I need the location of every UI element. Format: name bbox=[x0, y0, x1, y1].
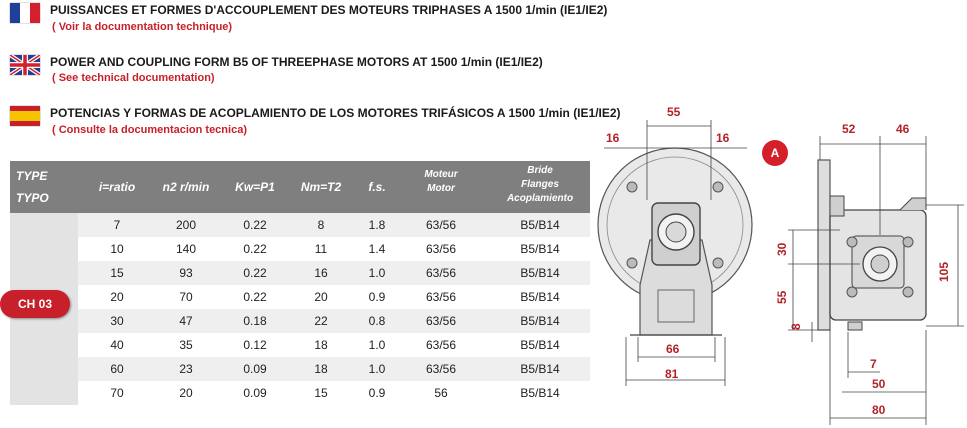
dim-side-top-right: 46 bbox=[896, 122, 910, 136]
cell-kw: 0.09 bbox=[243, 386, 267, 400]
cell-kw: 0.22 bbox=[243, 242, 267, 256]
cell-n2: 35 bbox=[179, 338, 193, 352]
dim-front-left: 16 bbox=[606, 131, 620, 145]
cell-motor: 63/56 bbox=[425, 362, 457, 376]
title-fr: PUISSANCES ET FORMES D'ACCOUPLEMENT DES MOTEURS TRIPHASES A 1500 1/min (IE1/IE2) bbox=[50, 3, 608, 17]
cell-motor: 63/56 bbox=[425, 218, 457, 232]
table-body bbox=[10, 213, 590, 405]
cell-fs: 1.0 bbox=[368, 362, 386, 376]
cell-motor: 63/56 bbox=[425, 266, 457, 280]
dim-front-base-outer: 81 bbox=[665, 367, 679, 381]
cell-fs: 0.8 bbox=[368, 314, 386, 328]
cell-flange: B5/B14 bbox=[520, 266, 560, 280]
dim-front-base-inner: 66 bbox=[666, 342, 680, 356]
cell-motor: 56 bbox=[434, 386, 448, 400]
cell-flange: B5/B14 bbox=[520, 362, 560, 376]
dim-side-center: 55 bbox=[775, 290, 789, 304]
cell-kw: 0.18 bbox=[243, 314, 267, 328]
cell-ratio: 10 bbox=[110, 242, 124, 256]
cell-flange: B5/B14 bbox=[520, 242, 560, 256]
cell-kw: 0.09 bbox=[243, 362, 267, 376]
front-view bbox=[598, 148, 752, 335]
cell-ratio: 60 bbox=[110, 362, 124, 376]
cell-kw: 0.12 bbox=[243, 338, 267, 352]
title-en: POWER AND COUPLING FORM B5 OF THREEPHASE MOTORS AT 1500 1/min (IE1/IE2) bbox=[50, 55, 543, 69]
side-view bbox=[818, 160, 926, 330]
header-n2: n2 r/min bbox=[162, 180, 210, 194]
cell-nm: 18 bbox=[314, 362, 328, 376]
flag-uk-icon bbox=[10, 55, 40, 75]
header-kw: Kw=P1 bbox=[235, 180, 275, 194]
dim-side-key: 7 bbox=[870, 357, 877, 371]
flag-spain-icon bbox=[10, 106, 40, 126]
cell-flange: B5/B14 bbox=[520, 314, 560, 328]
cell-flange: B5/B14 bbox=[520, 290, 560, 304]
cell-motor: 63/56 bbox=[425, 338, 457, 352]
cell-flange: B5/B14 bbox=[520, 338, 560, 352]
cell-ratio: 20 bbox=[110, 290, 124, 304]
cell-ratio: 15 bbox=[110, 266, 124, 280]
cell-fs: 0.9 bbox=[368, 386, 386, 400]
subtitle-fr: ( Voir la documentation technique) bbox=[52, 21, 233, 33]
cell-nm: 22 bbox=[314, 314, 328, 328]
cell-kw: 0.22 bbox=[243, 266, 267, 280]
cell-fs: 1.4 bbox=[368, 242, 386, 256]
header-motor-1: Moteur bbox=[424, 169, 458, 180]
cell-ratio: 40 bbox=[110, 338, 124, 352]
header-typo: TYPO bbox=[16, 191, 49, 205]
dim-side-top-left: 52 bbox=[842, 122, 856, 136]
cell-nm: 11 bbox=[314, 242, 328, 256]
cell-fs: 1.0 bbox=[368, 338, 386, 352]
cell-n2: 47 bbox=[179, 314, 193, 328]
cell-flange: B5/B14 bbox=[520, 386, 560, 400]
cell-fs: 0.9 bbox=[368, 290, 386, 304]
cell-nm: 8 bbox=[317, 218, 325, 232]
table-row bbox=[78, 381, 590, 405]
dim-side-outer: 80 bbox=[872, 403, 886, 417]
cell-n2: 20 bbox=[179, 386, 193, 400]
dim-side-height: 105 bbox=[937, 261, 951, 282]
cell-motor: 63/56 bbox=[425, 242, 457, 256]
cell-kw: 0.22 bbox=[243, 290, 267, 304]
cell-n2: 93 bbox=[179, 266, 193, 280]
subtitle-es: ( Consulte la documentacion tecnica) bbox=[52, 124, 247, 136]
cell-motor: 63/56 bbox=[425, 290, 457, 304]
header-motor-2: Motor bbox=[427, 183, 455, 194]
table-row bbox=[78, 309, 590, 333]
cell-ratio: 7 bbox=[113, 218, 121, 232]
cell-kw: 0.22 bbox=[243, 218, 267, 232]
table-row bbox=[78, 213, 590, 237]
title-es: POTENCIAS Y FORMAS DE ACOPLAMIENTO DE LOS MOTORES TRIFÁSICOS A 1500 1/min (IE1/IE2) bbox=[50, 106, 621, 120]
performance-table bbox=[10, 161, 590, 405]
cell-fs: 1.0 bbox=[368, 266, 386, 280]
cell-ratio: 70 bbox=[110, 386, 124, 400]
table-row bbox=[78, 285, 590, 309]
dim-side-shaft: 30 bbox=[775, 242, 789, 256]
subtitle-en: ( See technical documentation) bbox=[52, 72, 215, 84]
dim-side-inner: 50 bbox=[872, 377, 886, 391]
cell-nm: 18 bbox=[314, 338, 328, 352]
cell-fs: 1.8 bbox=[368, 218, 386, 232]
dim-front-right: 16 bbox=[716, 131, 730, 145]
header-type: TYPE bbox=[16, 169, 48, 183]
dim-side-foot: 8 bbox=[789, 323, 803, 330]
table-row bbox=[78, 357, 590, 381]
cell-n2: 23 bbox=[179, 362, 193, 376]
header-fs: f.s. bbox=[368, 180, 386, 194]
header-flange-2: Flanges bbox=[521, 179, 559, 190]
header-flange-3: Acoplamiento bbox=[506, 193, 574, 204]
cell-nm: 20 bbox=[314, 290, 328, 304]
cell-flange: B5/B14 bbox=[520, 218, 560, 232]
cell-ratio: 30 bbox=[110, 314, 124, 328]
table-row bbox=[78, 333, 590, 357]
cell-n2: 200 bbox=[175, 218, 197, 232]
dim-front-top: 55 bbox=[667, 105, 681, 119]
cell-n2: 140 bbox=[175, 242, 197, 256]
cell-nm: 16 bbox=[314, 266, 328, 280]
cell-motor: 63/56 bbox=[425, 314, 457, 328]
type-badge: CH 03 bbox=[0, 290, 70, 318]
flag-france-icon bbox=[10, 3, 40, 23]
cell-n2: 70 bbox=[179, 290, 193, 304]
header-ratio: i=ratio bbox=[98, 180, 136, 194]
table-row bbox=[78, 237, 590, 261]
table-header bbox=[10, 161, 590, 213]
header-nm: Nm=T2 bbox=[300, 180, 342, 194]
drawing-badge-a: A bbox=[762, 140, 788, 166]
table-row bbox=[78, 261, 590, 285]
cell-nm: 15 bbox=[314, 386, 328, 400]
header-flange-1: Bride bbox=[527, 165, 553, 176]
